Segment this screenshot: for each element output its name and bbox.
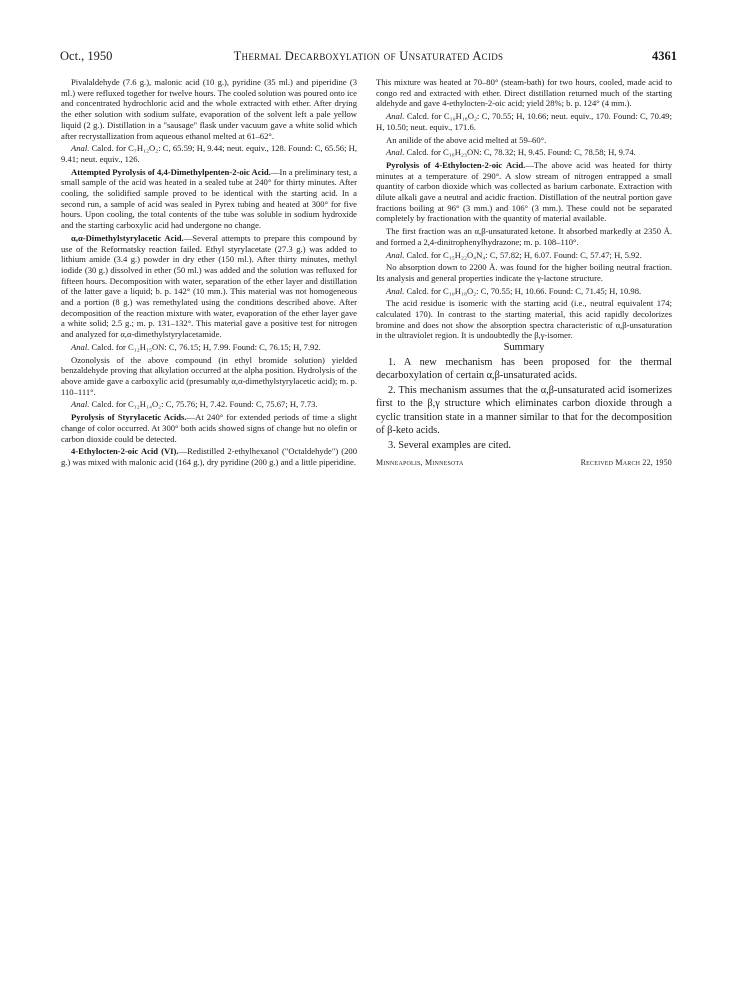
anal-label: Anal.	[386, 111, 405, 122]
analysis-values: Calcd. for C₁₅H₂₂O₄N₄: C, 57.82; H, 6.07. Found: C, 57.47; H, 5.92.	[406, 249, 642, 260]
section-pyrolysis-ethylocten	[376, 160, 672, 224]
issue-date: Oct., 1950	[60, 49, 113, 63]
section-heading: 4-Ethylocten-2-oic Acid (VI).	[71, 446, 179, 457]
received-date: Received March 22, 1950	[580, 458, 672, 468]
analysis-values: Calcd. for C₁₂H₁₅ON: C, 76.15; H, 7.99. Found: C, 76.15; H, 7.92.	[91, 341, 321, 352]
analysis-block	[376, 286, 672, 297]
article-running-title: Thermal Decarboxylation of Unsaturated Acids	[233, 49, 504, 63]
page-number: 4361	[652, 49, 677, 63]
summary-item: 2. This mechanism assumes that the α,β-unsaturated acid isomerizes first to the β,γ structure which eliminates carbon dioxide through a cyclic transition state in a manner similar to that for the decomposition of β-keto acids.	[376, 385, 672, 436]
anal-label: Anal.	[386, 285, 405, 296]
anal-label: Anal.	[71, 341, 90, 352]
anal-label: Anal.	[386, 249, 405, 260]
section-heading: Attempted Pyrolysis of 4,4-Dimethylpenten-2-oic Acid.	[71, 166, 271, 177]
section-heading: α,α-Dimethylstyrylacetic Acid.	[71, 232, 184, 243]
analysis-block	[376, 147, 672, 158]
summary-heading: Summary	[503, 342, 545, 354]
right-column	[376, 77, 672, 470]
paragraph-no-absorption: No absorption down to 2200 Å. was found for the higher boiling neutral fraction. Its analysis and general properties indicate the γ-lactone structure.	[376, 262, 672, 283]
analysis-block	[61, 399, 357, 410]
paragraph-pivalaldehyde: Pivalaldehyde (7.6 g.), malonic acid (10 g.), pyridine (35 ml.) and piperidine (3 ml.) were refluxed together for twelve hours. The cooled solution was poured onto ice and concentrated hydrochloric acid and the whole extracted with ether. After drying the ether solution with sodium sulfate, evaporation of the solvent left a pale yellow liquid (2 g.). Distillation in a "sausage" flask under vacuum gave a white solid which after recrystallization from aqueous ethanol melted at 61–62°.	[61, 77, 357, 141]
analysis-block	[376, 111, 672, 132]
analysis-values: Calcd. for C₁₀H₁₈O₂: C, 70.55; H, 10.66. Found: C, 71.45; H, 10.98.	[406, 285, 642, 296]
left-column	[61, 77, 357, 470]
analysis-values: Calcd. for C₁₂H₁₄O₂: C, 75.76; H, 7.42. Found: C, 75.67; H, 7.73.	[91, 399, 318, 410]
section-heading: Pyrolysis of 4-Ethylocten-2-oic Acid.	[386, 159, 526, 170]
section-text: —Several attempts to prepare this compound by use of the Reformatsky reaction failed. Ethyl styrylacetate (27.3 g.) was added to lithium amide (3.4 g.) powder in dry ether (150 ml.). After thirty minutes, methyl iodide (30 g.) dissolved in ether (50 ml.) was added and the solution was refluxed for fifteen hours. Decomposition with water, separation of the ether layer and distillation of the latter gave a liquid; b. p. 142° (10 mm.). This material was not homogeneous and a portion (8 g.) was remethylated using the conditions described above. After decomposition of the reaction mixture with water, evaporation of the ether layer gave a white solid; 2.5 g.; m. p. 131–132°. This material gave a positive test for nitrogen and analyzed for α,α-dimethylstyrylacetamide.	[61, 232, 358, 340]
article-footer	[376, 458, 672, 470]
summary-item: 1. A new mechanism has been proposed for the thermal decarboxylation of certain α,β-unsaturated acids.	[376, 356, 672, 382]
section-pyrolysis-styrylacetic	[61, 412, 357, 444]
summary-item: 3. Several examples are cited.	[388, 440, 511, 452]
analysis-values: Calcd. for C₁₆H₂₃ON: C, 78.32; H, 9.45. Found: C, 78.58; H, 9.74.	[406, 147, 636, 158]
analysis-values: Calcd. for C₇H₁₂O₂: C, 65.59; H, 9.44; neut. equiv., 128. Found: C, 65.56; H, 9.41; neut. equiv., 126.	[61, 143, 357, 164]
analysis-block	[376, 250, 672, 261]
section-text: —Redistilled 2-ethylhexanol ("Octaldehyde") (200 g.) was mixed with malonic acid (164 g.), dry pyridine (200 g.) and a little piperidine.	[61, 446, 357, 467]
anal-label: Anal.	[386, 147, 405, 158]
analysis-block	[61, 143, 357, 164]
running-head	[60, 49, 677, 67]
author-location: Minneapolis, Minnesota	[376, 458, 464, 468]
section-attempted-pyrolysis	[61, 167, 357, 231]
paragraph-anilide: An anilide of the above acid melted at 59–60°.	[386, 134, 547, 145]
section-text: —The above acid was heated for thirty minutes at a temperature of 290°. A slow stream of nitrogen entrapped a small quantity of carbon dioxide which was collected as barium carbonate. Extraction with dilute alkali gave a neutral and acidic fraction. Distillation of the neutral portion gave fractions boiling at 96° (3 mm.) and 106° (3 mm.). These could not be separated completely by fractionation with the quantity of material available.	[376, 159, 673, 224]
paragraph-ozonolysis: Ozonolysis of the above compound (in ethyl bromide solution) yielded benzaldehyde proving that alkylation occurred at the alpha position. Hydrolysis of the above amide gave a carboxylic acid (presumably α,α-dimethylstyrylacetic acid); m. p. 110–111°.	[61, 354, 357, 397]
anal-label: Anal.	[71, 399, 90, 410]
section-text: —At 240° for extended periods of time a slight change of color occurred. At 300° both acids showed signs of change but no olefin or carbon dioxide could be detected.	[61, 412, 357, 444]
section-text: —In a preliminary test, a small sample of the acid was heated in a sealed tube at 240° for thirty minutes. After cooling, the solidified sample proved to be identical with the starting acid. In a second run, a sample of acid was sealed in Pyrex tubing and heated at 300° for five hours. Upon cooling, the total contents of the tube was soluble in sodium hydroxide and the starting carboxylic acid had undergone no change.	[61, 166, 358, 231]
section-heading: Pyrolysis of Styrylacetic Acids.	[71, 412, 187, 423]
analysis-values: Calcd. for C₁₀H₁₈O₂: C, 70.55; H, 10.66; neut. equiv., 170. Found: C, 70.49; H, 10.50; neut. equiv., 171.6.	[376, 111, 672, 132]
paragraph-continued: This mixture was heated at 70–80° (steam-bath) for two hours, cooled, made acid to congo red and extracted with ether. Direct distillation returned much of the starting aldehyde and gave 4-ethylocten-2-oic acid; yield 28%; b. p. 124° (4 mm.).	[376, 77, 672, 109]
section-ethylocten-acid	[61, 446, 357, 467]
analysis-block	[61, 342, 357, 353]
summary-section	[376, 343, 672, 452]
anal-label: Anal.	[71, 143, 90, 154]
paragraph-acid-residue: The acid residue is isomeric with the starting acid (i.e., neutral equivalent 174; calculated 170). In contrast to the starting material, this acid rapidly decolorizes bromine and does not show the absorption spectra characteristic of α,β-unsaturation in the ultraviolet region. It is undoubtedly the β,γ-isomer.	[376, 298, 672, 341]
paragraph-first-fraction: The first fraction was an α,β-unsaturated ketone. It absorbed markedly at 2350 Å. and formed a 2,4-dinitrophenylhydrazone; m. p. 108–110°.	[376, 226, 672, 247]
section-dimethylstyrylacetic	[61, 233, 357, 340]
